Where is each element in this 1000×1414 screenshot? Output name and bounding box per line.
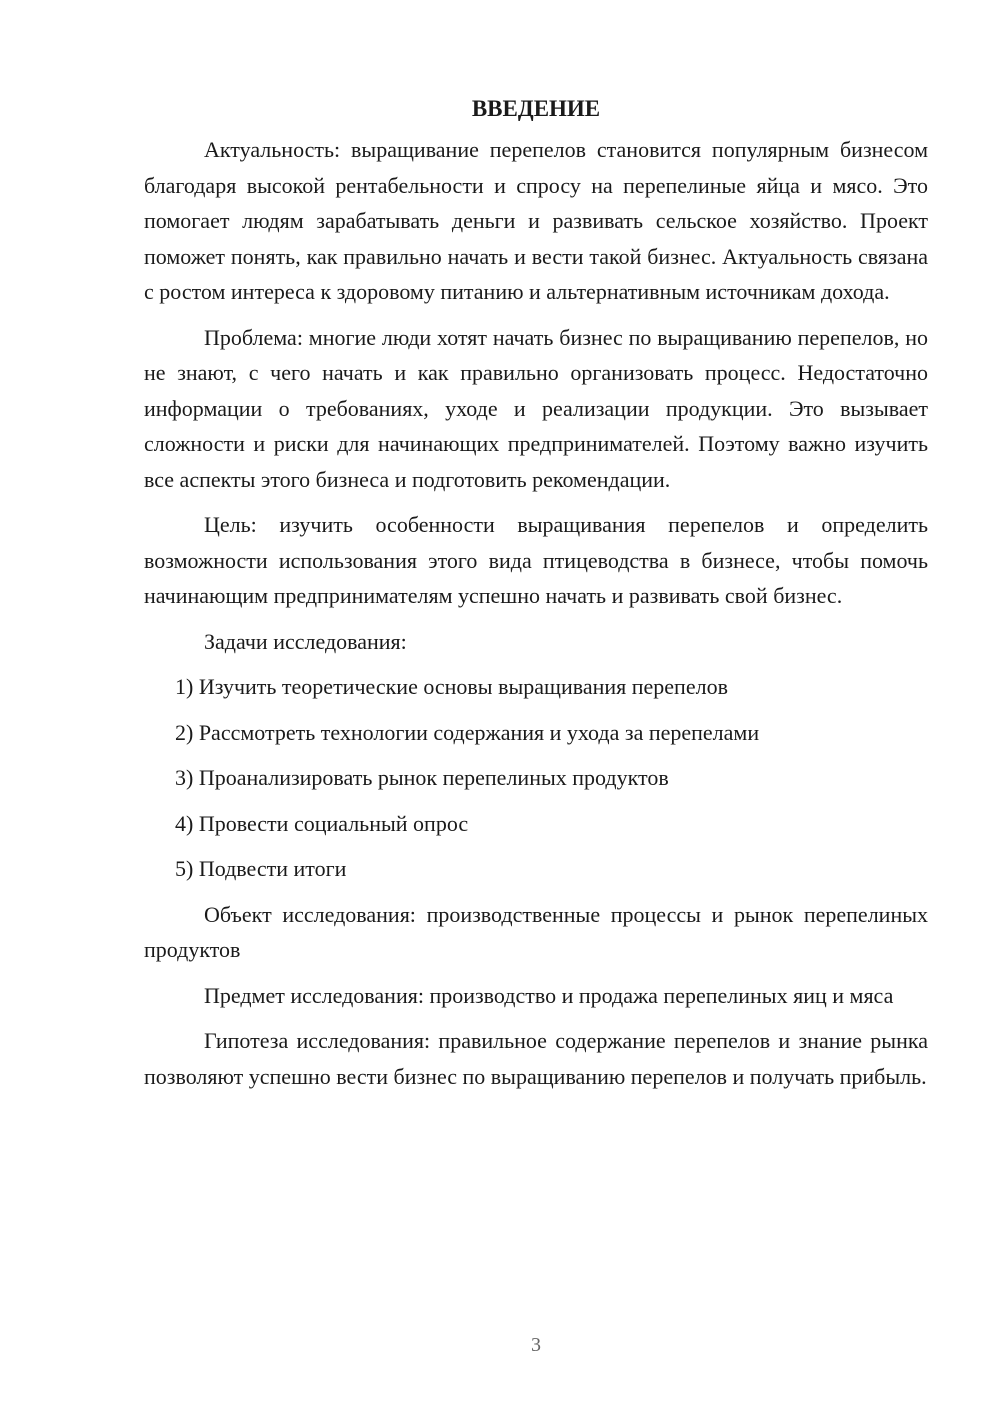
tasks-list — [144, 669, 928, 887]
list-item: 5) Подвести итоги — [175, 856, 347, 881]
page-title: ВВЕДЕНИЕ — [471, 96, 601, 121]
paragraph-problem: Проблема: многие люди хотят начать бизнес по выращиванию перепелов, но не знают, с чего начать и как правильно организовать процесс. Недостаточно информации о требованиях, уходе и реализации продукции. Это вызывает сложности и риски для начинающих предпринимателей. Поэтому важно изучить все аспекты этого бизнеса и подготовить рекомендации. — [144, 324, 928, 492]
paragraph-object: Объект исследования: производственные процессы и рынок перепелиных продуктов — [144, 901, 928, 962]
paragraph-goal: Цель: изучить особенности выращивания перепелов и определить возможности использования этого вида птицеводства в бизнесе, чтобы помочь начинающим предпринимателям успешно начать и развивать свой бизнес. — [144, 512, 928, 608]
paragraph-hypothesis: Гипотеза исследования: правильное содержание перепелов и знание рынка позволяют успешно вести бизнес по выращиванию перепелов и получать прибыль. — [144, 1028, 928, 1089]
paragraph-subject: Предмет исследования: производство и продажа перепелиных яиц и мяса — [204, 982, 894, 1008]
tasks-intro: Задачи исследования: — [204, 628, 407, 654]
list-item: 1) Изучить теоретические основы выращивания перепелов — [175, 674, 728, 699]
document-page — [144, 92, 928, 1104]
list-item: 2) Рассмотреть технологии содержания и ухода за перепелами — [175, 719, 760, 745]
page-number: 3 — [531, 1334, 541, 1356]
list-item: 3) Проанализировать рынок перепелиных продуктов — [175, 765, 669, 790]
paragraph-relevance: Актуальность: выращивание перепелов становится популярным бизнесом благодаря высокой рентабельности и спросу на перепелиные яйца и мясо. Это помогает людям зарабатывать деньги и развивать сельское хозяйство. Проект поможет понять, как правильно начать и вести такой бизнес. Актуальность связана с ростом интереса к здоровому питанию и альтернативным источникам дохода. — [144, 137, 928, 304]
list-item: 4) Провести социальный опрос — [175, 810, 469, 836]
